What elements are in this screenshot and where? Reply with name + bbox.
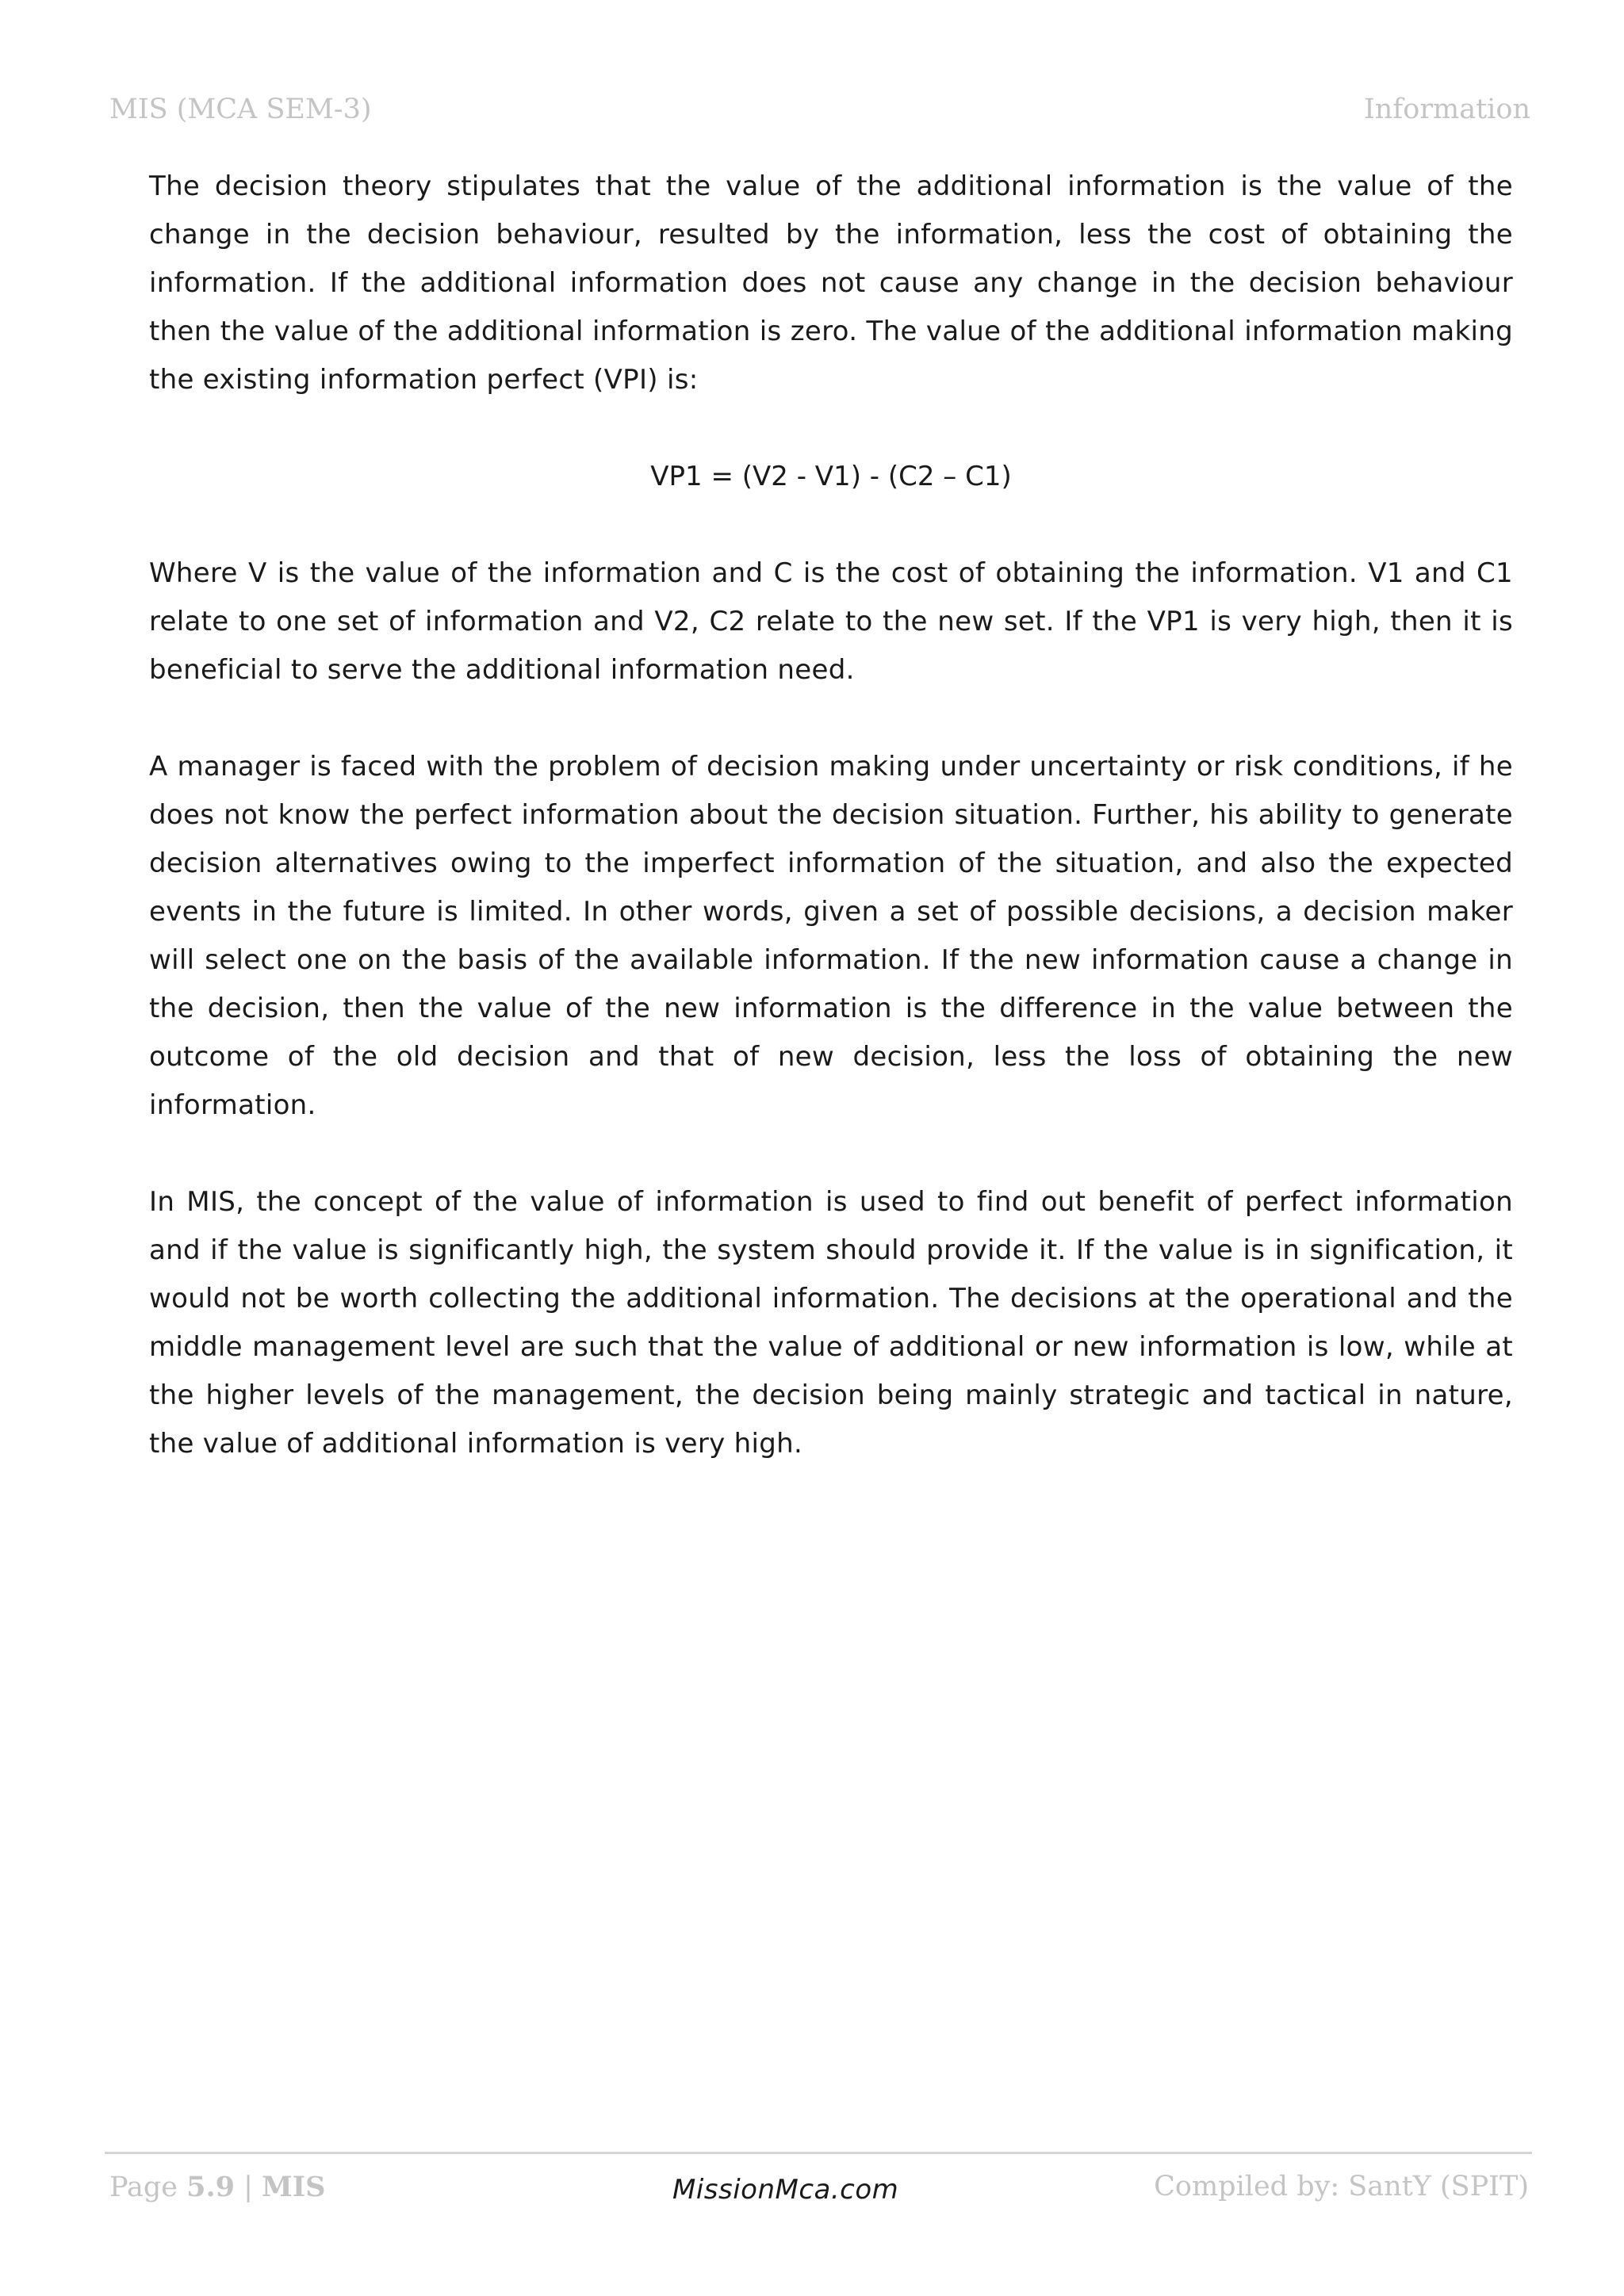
paragraph-decision-theory: The decision theory stipulates that the value of the additional information is the value of the change in the decision behaviour, resulted by the information, less the cost of obtaining the information. If the additional information does not cause any change in the decision behaviour then the value of the additional information is zero. The value of the additional information making the existing information perfect (VPI) is: xyxy=(149,170,1513,396)
footer-page-info xyxy=(109,2171,325,2203)
footer-page-prefix: Page xyxy=(109,2172,187,2203)
paragraph-mis-value: In MIS, the concept of the value of information is used to find out benefit of perfect information and if the value is significantly high, the system should provide it. If the value is in signification, it would not be worth collecting the additional information. The decisions at the operational and the middle management level are such that the value of additional or new information is low, while at the higher levels of the management, the decision being mainly strategic and tactical in nature, the value of additional information is very high. xyxy=(149,1186,1513,1460)
site-logo: MissionMca.com xyxy=(672,2174,899,2206)
footer-page-number: 5.9 xyxy=(186,2171,235,2203)
page-content xyxy=(149,163,1513,1517)
page-header xyxy=(109,94,1530,133)
footer-page-separator: | xyxy=(235,2172,262,2203)
footer-page-subject: MIS xyxy=(262,2171,326,2203)
formula-vpi: VP1 = (V2 - V1) - (C2 – C1) xyxy=(650,461,1012,492)
header-topic: Information xyxy=(1363,94,1530,125)
page-footer xyxy=(109,2171,1529,2218)
header-course: MIS (MCA SEM-3) xyxy=(109,94,372,125)
paragraph-formula-explanation: Where V is the value of the information and C is the cost of obtaining the information. V1 and C1 relate to one set of information and V2, C2 relate to the new set. If the VP1 is very high, then it is beneficial to serve the additional information need. xyxy=(149,557,1513,686)
footer-compiled-by: Compiled by: SantY (SPIT) xyxy=(1154,2171,1529,2202)
paragraph-manager-uncertainty: A manager is faced with the problem of decision making under uncertainty or risk conditions, if he does not know the perfect information about the decision situation. Further, his ability to generate decision alternatives owing to the imperfect information of the situation, and also the expected events in the future is limited. In other words, given a set of possible decisions, a decision maker will select one on the basis of the available information. If the new information cause a change in the decision, then the value of the new information is the difference in the value between the outcome of the old decision and that of new decision, less the loss of obtaining the new information. xyxy=(149,751,1513,1121)
footer-divider xyxy=(105,2152,1532,2154)
